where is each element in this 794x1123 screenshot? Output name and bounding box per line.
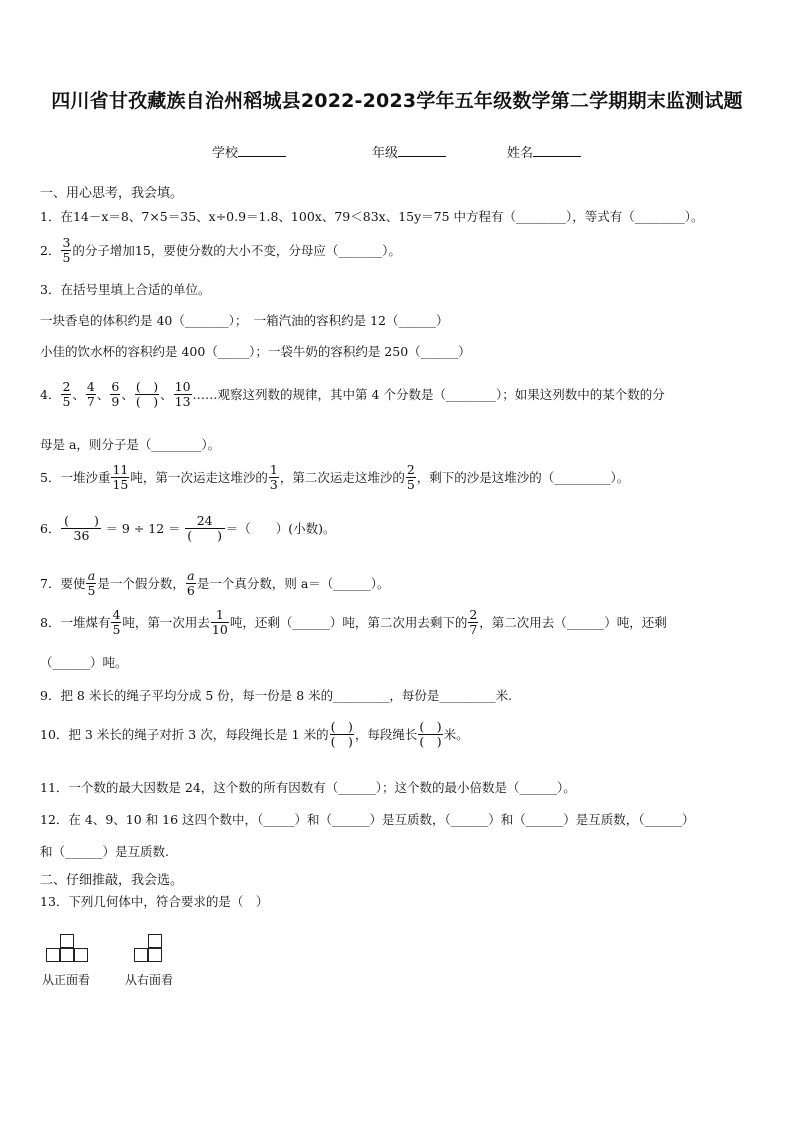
question-11: 11．一个数的最大因数是 24，这个数的所有因数有（______）；这个数的最小倍数是（______）。	[40, 780, 576, 795]
question-6	[40, 514, 335, 543]
q4-frac-5: $\frac{10}{13}$	[174, 379, 191, 409]
q4-label: 4．	[40, 386, 61, 402]
q2-fraction: $\frac{3}{5}$	[62, 235, 71, 265]
right-view-figure	[134, 934, 162, 962]
q8-text-2: 吨，还剩（______）吨，第二次用去剩下的	[229, 614, 468, 630]
school-label: 学校	[212, 146, 239, 161]
q7-label: 7．要使	[40, 575, 86, 591]
q4-frac-2: $\frac{4}{7}$	[86, 379, 95, 409]
q2-text: 的分子增加15，要使分数的大小不变，分母应（_______）。	[72, 242, 401, 258]
question-3a: 一块香皂的体积约是 40（_______）； 一箱汽油的容积约是 12（______）	[40, 313, 449, 328]
page-title: 四川省甘孜藏族自治州稻城县2022-2023学年五年级数学第二学期期末监测试题	[51, 90, 743, 112]
question-3b: 小佳的饮水杯的容积约是 400（_____）；一袋牛奶的容积约是 250（______）	[40, 344, 471, 359]
q5-frac-2: $\frac{1}{3}$	[269, 462, 278, 492]
q7-text-1: 是一个假分数，	[97, 575, 185, 591]
question-12-continued: 和（______）是互质数.	[40, 844, 169, 859]
school-field	[212, 142, 286, 161]
question-5	[40, 463, 629, 492]
front-view-figure	[46, 934, 88, 962]
q4-sep: 、	[96, 386, 110, 402]
cube-cell	[60, 948, 74, 962]
q4-sep: 、	[160, 386, 173, 402]
question-1: 1．在14－x＝8、7×5＝35、x÷0.9＝1.8、100x、79＜83x、15y＝75 中方程有（________），等式有（________）。	[40, 209, 704, 224]
front-view-caption: 从正面看	[42, 973, 91, 987]
cube-cell	[74, 948, 88, 962]
section-1-heading: 一、用心思考，我会填。	[40, 186, 184, 201]
q4-frac-4: $\frac{( )}{( )}$	[135, 379, 159, 409]
q6-mid: ＝ 9 ÷ 12 ＝	[105, 520, 181, 536]
q4-sep: 、	[121, 386, 134, 402]
q5-frac-3: $\frac{2}{5}$	[406, 462, 415, 492]
q8-text-3: ，第二次用去（______）吨，还剩	[479, 614, 667, 630]
question-2	[40, 236, 401, 265]
cube-cell	[60, 934, 74, 948]
q10-frac-1: $\frac{( )}{( )}$	[330, 719, 353, 749]
q7-text-2: 是一个真分数，则 a＝（______）。	[196, 575, 390, 591]
q7-frac-1: $\frac{a}{5}$	[87, 568, 96, 598]
q6-frac-2: $\frac{24}{( )}$	[185, 514, 225, 543]
q10-frac-2: $\frac{( )}{( )}$	[419, 719, 442, 749]
name-label: 姓名	[507, 146, 534, 161]
q2-label: 2．	[40, 242, 61, 258]
name-blank[interactable]	[533, 144, 581, 157]
question-4-continued: 母是 a，则分子是（________）。	[40, 437, 221, 452]
q4-sep: 、	[72, 386, 85, 402]
q8-frac-2: $\frac{1}{10}$	[211, 607, 228, 637]
q10-text-2: 米。	[443, 726, 469, 742]
school-blank[interactable]	[238, 144, 286, 157]
grade-blank[interactable]	[398, 144, 446, 157]
question-13: 13．下列几何体中，符合要求的是（ ）	[40, 894, 269, 909]
question-12: 12．在 4、9、10 和 16 这四个数中，（_____）和（______）是互质数，（______）和（______）是互质数，（______）	[40, 812, 695, 827]
q8-frac-1: $\frac{4}{5}$	[112, 607, 121, 637]
q6-label: 6．	[40, 520, 61, 536]
question-7	[40, 569, 390, 598]
q5-label: 5．一堆沙重	[40, 469, 111, 485]
q10-text-1: ，每段绳长	[354, 726, 418, 742]
name-field	[507, 142, 581, 161]
cube-cell	[148, 934, 162, 948]
question-3: 3．在括号里填上合适的单位。	[40, 282, 211, 297]
q8-text-1: 吨，第一次用去	[122, 614, 210, 630]
q5-text-1: 吨，第一次运走这堆沙的	[130, 469, 268, 485]
question-10	[40, 720, 469, 749]
question-8	[40, 608, 667, 637]
q4-frac-3: $\frac{6}{9}$	[111, 379, 120, 409]
q6-tail: ＝（ ）(小数)。	[225, 520, 336, 536]
q8-frac-3: $\frac{2}{7}$	[469, 607, 478, 637]
q6-frac-1: $\frac{( )}{36}$	[61, 514, 101, 543]
q7-frac-2: $\frac{a}{6}$	[186, 568, 195, 598]
cube-cell	[46, 948, 60, 962]
cube-cell	[148, 948, 162, 962]
q5-text-3: ，剩下的沙是这堆沙的（_________）。	[416, 469, 630, 485]
q5-frac-1: $\frac{11}{15}$	[112, 462, 129, 492]
question-9: 9．把 8 米长的绳子平均分成 5 份，每一份是 8 米的_________，每份是_________米.	[40, 688, 513, 703]
grade-field	[372, 142, 446, 161]
q10-label: 10．把 3 米长的绳子对折 3 次，每段绳长是 1 米的	[40, 726, 329, 742]
right-view-caption: 从右面看	[125, 973, 174, 987]
section-2-heading: 二、仔细推敲，我会选。	[40, 873, 184, 888]
question-8-continued: （______）吨。	[40, 655, 128, 670]
question-4	[40, 380, 665, 409]
q4-text: ……观察这列数的规律，其中第 4 个分数是（________）；如果这列数中的某个数的分	[192, 386, 665, 402]
grade-label: 年级	[372, 146, 399, 161]
cube-cell	[134, 948, 148, 962]
q8-label: 8．一堆煤有	[40, 614, 111, 630]
q5-text-2: ，第二次运走这堆沙的	[279, 469, 405, 485]
q4-frac-1: $\frac{2}{5}$	[62, 379, 71, 409]
